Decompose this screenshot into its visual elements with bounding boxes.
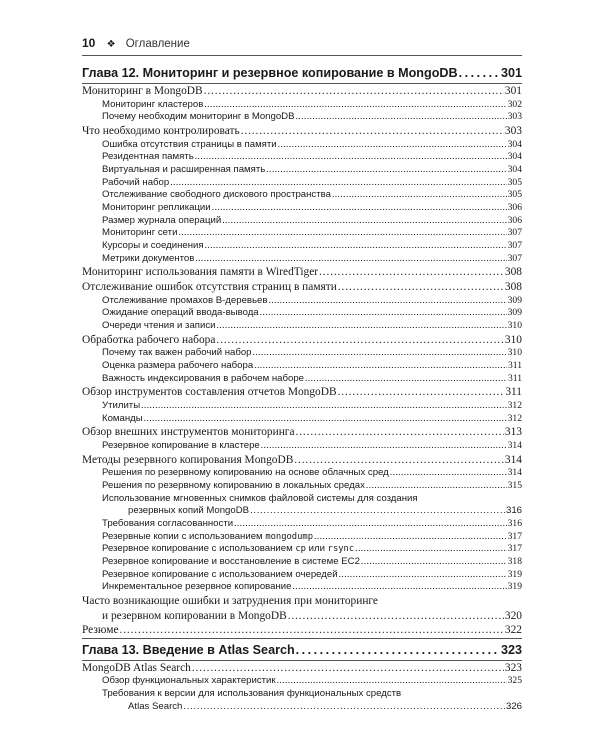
toc-subentry[interactable]: Размер журнала операций . . . 306 [82,215,522,228]
toc-subentry[interactable]: Рабочий набор . . . 305 [82,177,522,190]
toc-subentry[interactable]: Резервные копии с использованием mongodump . . . 317 [82,531,522,544]
toc-entry-multiline[interactable]: Часто возникающие ошибки и затруднения при мониторинге и резервном копировании в MongoDB . . . 320 [82,594,522,623]
toc-subentry[interactable]: Резервное копирование в кластере . . . 314 [82,440,522,453]
toc-subentry[interactable]: Отслеживание промахов B-деревьев . . . 309 [82,295,522,308]
toc-subentry[interactable]: Мониторинг кластеров . . . 302 [82,99,522,112]
toc-entry[interactable]: Резюме . . . 322 [82,623,522,639]
toc-chapter-13[interactable]: Глава 13. Введение в Atlas Search . . . 323 [82,640,522,661]
toc-subentry[interactable]: Мониторинг сети . . . 307 [82,227,522,240]
toc-entry[interactable]: Мониторинг в MongoDB . . . 301 [82,84,522,99]
toc-subentry[interactable]: Обзор функциональных характеристик . . . 325 [82,675,522,688]
table-of-contents [82,63,522,714]
toc-subentry[interactable]: Виртуальная и расширенная память . . . 304 [82,164,522,177]
toc-subentry[interactable]: Ошибка отсутствия страницы в памяти . . . 304 [82,139,522,152]
toc-entry[interactable]: Что необходимо контролировать . . . 303 [82,124,522,139]
toc-subentry-multiline[interactable]: Требования к версии для использования функциональных средств Atlas Search . . . 326 [82,688,522,713]
toc-subentry[interactable]: Важность индексирования в рабочем наборе . . . 311 [82,373,522,386]
toc-subentry[interactable]: Очереди чтения и записи . . . 310 [82,320,522,333]
toc-subentry[interactable]: Инкрементальное резервное копирование . . . 319 [82,581,522,594]
toc-subentry[interactable]: Решения по резервному копированию на основе облачных сред . . . 314 [82,467,522,480]
running-title: Оглавление [125,38,190,50]
toc-subentry[interactable]: Утилиты . . . 312 [82,400,522,413]
toc-entry[interactable]: Методы резервного копирования MongoDB . . . 314 [82,453,522,468]
toc-subentry[interactable]: Требования согласованности . . . 316 [82,518,522,531]
toc-subentry[interactable]: Команды . . . 312 [82,413,522,426]
toc-entry[interactable]: Мониторинг использования памяти в WiredTiger . . . 308 [82,265,522,280]
toc-subentry[interactable]: Решения по резервному копированию в локальных средах . . . 315 [82,480,522,493]
toc-entry[interactable]: Обзор инструментов составления отчетов MongoDB . . . 311 [82,385,522,400]
toc-subentry[interactable]: Мониторинг репликации . . . 306 [82,202,522,215]
toc-subentry[interactable]: Курсоры и соединения . . . 307 [82,240,522,253]
header-rule [82,55,522,56]
toc-subentry[interactable]: Метрики документов . . . 307 [82,253,522,266]
toc-chapter-12[interactable]: Глава 12. Мониторинг и резервное копирование в MongoDB . . . 301 [82,63,522,84]
toc-subentry-multiline[interactable]: Использование мгновенных снимков файловой системы для создания резервных копий MongoDB . . . 316 [82,493,522,518]
page-number: 10 [82,36,96,50]
toc-subentry[interactable]: Почему необходим мониторинг в MongoDB . . . 303 [82,111,522,124]
toc-subentry[interactable]: Резидентная память . . . 304 [82,151,522,164]
toc-entry[interactable]: MongoDB Atlas Search . . . 323 [82,661,522,676]
toc-subentry[interactable]: Оценка размера рабочего набора . . . 311 [82,360,522,373]
toc-entry[interactable]: Отслеживание ошибок отсутствия страниц в памяти . . . 308 [82,280,522,295]
code-rsync: rsync [327,544,355,555]
toc-subentry[interactable]: Ожидание операций ввода-вывода . . . 309 [82,307,522,320]
toc-entry[interactable]: Обработка рабочего набора . . . 310 [82,333,522,348]
ornament-icon: ❖ [106,39,116,50]
toc-subentry[interactable]: Резервное копирование и восстановление в системе EC2 . . . 318 [82,556,522,569]
running-header [82,36,522,52]
toc-subentry[interactable]: Почему так важен рабочий набор . . . 310 [82,347,522,360]
toc-entry[interactable]: Обзор внешних инструментов мониторинга . . . 313 [82,425,522,440]
toc-subentry[interactable]: Отслеживание свободного дискового пространства . . . 305 [82,189,522,202]
code-cp: cp [295,544,306,555]
toc-subentry[interactable]: Резервное копирование с использованием очередей . . . 319 [82,569,522,582]
code-mongodump: mongodump [265,531,313,542]
toc-subentry[interactable]: Резервное копирование с использованием cp или rsync . . . 317 [82,543,522,556]
